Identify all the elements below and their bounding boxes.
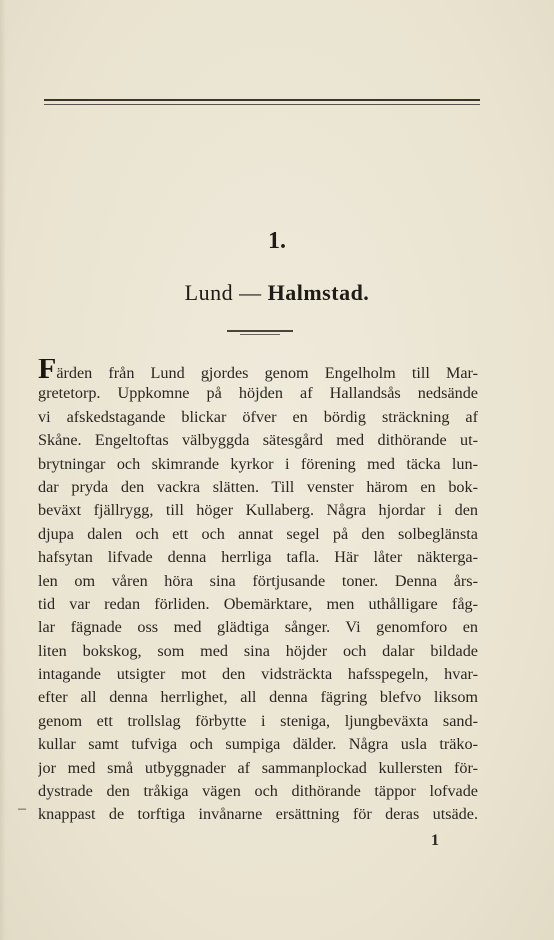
chapter-title-dash: —	[233, 280, 268, 305]
text-line	[38, 359, 478, 382]
text-line: Skåne. Engeltoftas välbyggda sätesgård med dithörande ut-	[38, 431, 478, 450]
chapter-number: 1.	[268, 228, 286, 254]
chapter-title	[0, 280, 554, 306]
margin-mark: –	[18, 800, 26, 817]
text-line: lar fägnade oss med glädtiga sånger. Vi genomforo en	[38, 618, 478, 637]
title-divider	[227, 330, 293, 332]
dropcap-letter: F	[38, 359, 57, 383]
text-line-content: ärden från Lund gjordes genom Engelholm till Mar-	[56, 364, 478, 382]
text-line: liten bokskog, som med sina höjder och dalar bildade	[38, 641, 478, 660]
text-line: kullar samt tufviga och sumpiga dälder. Några usla träko-	[38, 735, 478, 754]
text-line: gretetorp. Uppkomne på höjden af Hallandsås nedsände	[38, 384, 478, 403]
signature-mark: 1	[431, 832, 439, 849]
text-line: knappast de torftiga invånarne ersättning för deras utsäde.	[38, 805, 478, 824]
header-rule-thin	[44, 104, 480, 105]
text-line: tid var redan förliden. Obemärktare, men uthålligare fåg-	[38, 594, 478, 613]
chapter-title-destination: Halmstad.	[267, 280, 370, 305]
text-line: hafsytan lifvade denna herrliga tafla. Här låter näkterga-	[38, 548, 478, 567]
text-line: genom ett trollslag förbytte i steniga, ljungbeväxta sand-	[38, 711, 478, 730]
chapter-body-paragraph	[38, 359, 478, 827]
text-line: len om våren höra sina förtjusande toner. Denna års-	[38, 571, 478, 590]
chapter-title-origin: Lund	[184, 280, 234, 305]
title-divider-thin	[240, 334, 280, 335]
text-line: jor med små utbyggnader af sammanplockad kullersten för-	[38, 758, 478, 777]
text-line: efter all denna herrlighet, all denna fägring blefvo liksom	[38, 688, 478, 707]
text-line: intagande utsigter mot den vidsträckta hafsspegeln, hvar-	[38, 665, 478, 684]
header-rule	[44, 99, 480, 101]
text-line: beväxt fjällrygg, till höger Kullaberg. Några hjordar i den	[38, 501, 478, 520]
text-line: dystrade den tråkiga vägen och dithörande täppor lofvade	[38, 782, 478, 801]
page-edge-shadow	[0, 0, 6, 940]
text-line: djupa dalen och ett och annat segel på den solbeglänsta	[38, 524, 478, 543]
text-line: brytningar och skimrande kyrkor i förening med täcka lun-	[38, 454, 478, 473]
text-line: dar pryda den vackra slätten. Till venster härom en bok-	[38, 477, 478, 496]
text-line: vi afskedstagande blickar öfver en bördig sträckning af	[38, 407, 478, 426]
